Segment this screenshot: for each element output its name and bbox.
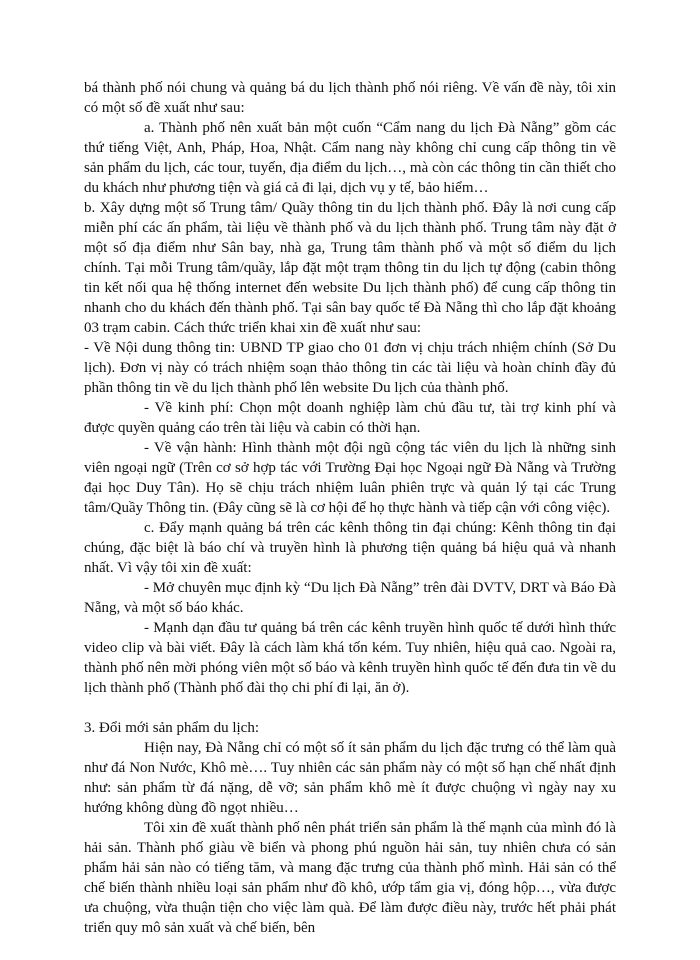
paragraph-international-tv: - Mạnh dạn đầu tư quảng bá trên các kênh truyền hình quốc tế dưới hình thức video clip và bài viết. Đây là cách làm khá tốn kém. Tuy nhiên, hiệu quả cao. Ngoài ra, thành phố nên mời phóng viên một số báo và kênh truyền hình quốc tế đến đưa tin về du lịch thành phố (Thành phố đài thọ chi phí đi lại, ăn ở).: [84, 620, 616, 696]
paragraph-products-current: Hiện nay, Đà Nẵng chỉ có một số ít sản phẩm du lịch đặc trưng có thể làm quà như đá Non Nước, Khô mè…. Tuy nhiên các sản phẩm này có một số hạn chế nhất định như: sản phẩm từ đá nặng, dễ vỡ; sản phẩm khô mè ít được chuộng vì ngày nay xu hướng không dùng đồ ngọt nhiều…: [84, 740, 616, 816]
paragraph-intro: bá thành phố nói chung và quảng bá du lịch thành phố nói riêng. Về vấn đề này, tôi xin có một số đề xuất như sau:: [84, 80, 616, 116]
paragraph-products-proposal: Tôi xin đề xuất thành phố nên phát triển sản phẩm là thế mạnh của mình đó là hải sản. Thành phố giàu về biển và phong phú nguồn hải sản, tuy nhiên chưa có sản phẩm hải sản nào có tiếng tăm, và mang đặc trưng của thành phố mình. Hải sản có thể chế biến thành nhiều loại sản phẩm như đồ khô, ướp tẩm gia vị, đóng hộp…, vừa được ưa chuộng, vừa thuận tiện cho việc làm quà. Để làm được điều này, trước hết phải phát triển quy mô sản xuất và chế biến, bên: [84, 820, 616, 936]
section-spacer: [84, 698, 616, 718]
paragraph-content-info: - Về Nội dung thông tin: UBND TP giao cho 01 đơn vị chịu trách nhiệm chính (Sở Du lịch). Đơn vị này có trách nhiệm soạn thảo thông tin các tài liệu và hoàn chỉnh đầy đủ phần thông tin về du lịch thành phố lên website Du lịch của thành phố.: [84, 340, 616, 396]
paragraph-operation: - Về vận hành: Hình thành một đội ngũ cộng tác viên du lịch là những sinh viên ngoại ngữ (Trên cơ sở hợp tác với Trường Đại học Ngoại ngữ Đà Nẵng và Trường đại học Duy Tân). Họ sẽ chịu trách nhiệm luân phiên trực và quản lý tại các Trung tâm/Quầy Thông tin. (Đây cũng sẽ là cơ hội để họ thực hành và tiếp cận với công việc).: [84, 440, 616, 516]
paragraph-item-b: b. Xây dựng một số Trung tâm/ Quầy thông tin du lịch thành phố. Đây là nơi cung cấp miễn phí các ấn phẩm, tài liệu về thành phố và du lịch thành phố. Trung tâm này đặt ở một số địa điểm như Sân bay, nhà ga, Trung tâm thành phố và một số điểm du lịch chính. Tại mỗi Trung tâm/quầy, lắp đặt một trạm thông tin du lịch tự động (cabin thông tin kết nối qua hệ thống internet đến website Du lịch thành phố) để cung cấp thông tin nhanh cho du khách đến thành phố. Tại sân bay quốc tế Đà Nẵng thì cho lắp đặt khoảng 03 trạm cabin. Cách thức triển khai xin đề xuất như sau:: [84, 200, 616, 336]
section-heading: 3. Đổi mới sản phẩm du lịch:: [84, 720, 259, 736]
paragraph-item-c: c. Đẩy mạnh quảng bá trên các kênh thông tin đại chúng: Kênh thông tin đại chúng, đặc biệt là báo chí và truyền hình là phương tiện quảng bá hiệu quả và nhanh nhất. Vì vậy tôi xin đề xuất:: [84, 520, 616, 576]
paragraph-item-a: a. Thành phố nên xuất bản một cuốn “Cẩm nang du lịch Đà Nẵng” gồm các thứ tiếng Việt, Anh, Pháp, Hoa, Nhật. Cẩm nang này không chỉ cung cấp thông tin về sản phẩm du lịch, các tour, tuyến, địa điểm du lịch…, mà còn các thông tin cần thiết cho du khách như phương tiện và giá cả đi lại, dịch vụ y tế, bảo hiểm…: [84, 120, 616, 196]
paragraph-column-proposal: - Mở chuyên mục định kỳ “Du lịch Đà Nẵng” trên đài DVTV, DRT và Báo Đà Nẵng, và một số báo khác.: [84, 580, 616, 616]
paragraph-funding: - Về kinh phí: Chọn một doanh nghiệp làm chủ đầu tư, tài trợ kinh phí và được quyền quảng cáo trên tài liệu và cabin có thời hạn.: [84, 400, 616, 436]
